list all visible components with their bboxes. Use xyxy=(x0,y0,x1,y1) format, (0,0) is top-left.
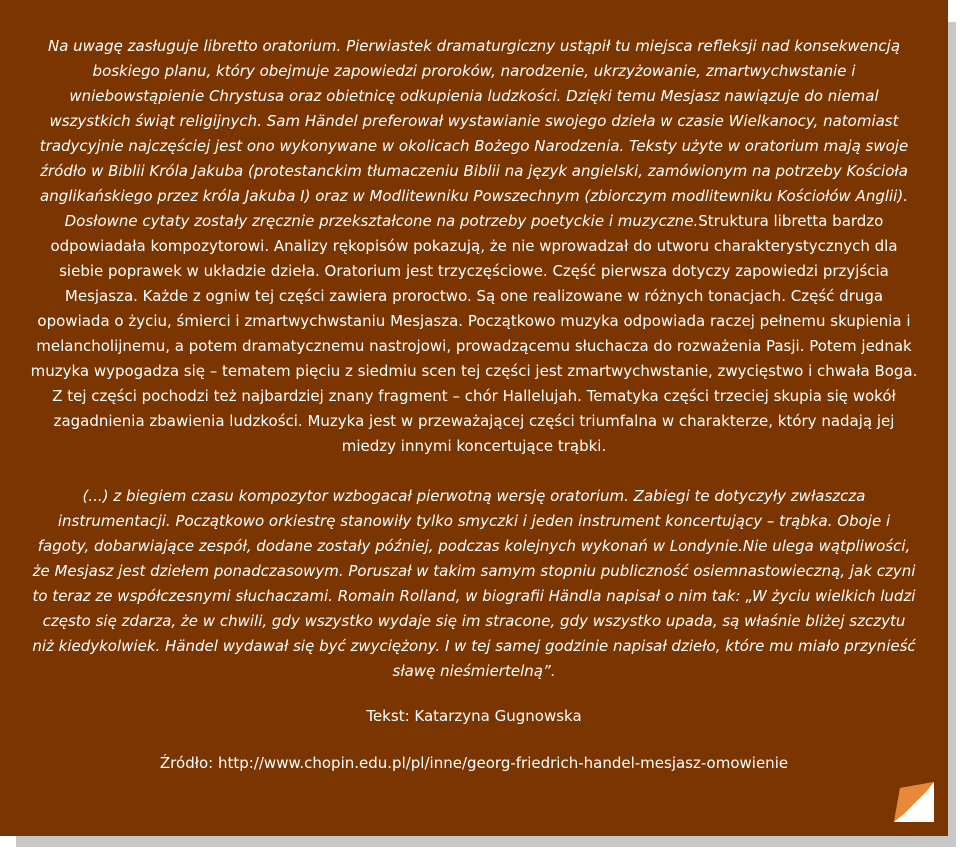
source-link[interactable]: Źródło: http://www.chopin.edu.pl/pl/inne/georg-friedrich-handel-mesjasz-omowienie xyxy=(159,754,789,772)
author-credit: Tekst: Katarzyna Gugnowska xyxy=(366,707,582,725)
page-curl-icon xyxy=(894,782,934,822)
paragraph-instrumentation: (...) z biegiem czasu kompozytor wzbogacał pierwotną wersję oratorium. Zabiegi te dotyczyły zwłaszcza instrumentacji. Początkowo orkiestrę stanowiły tylko smyczki i jeden instrument koncertujący – trąbka. Oboje i fagoty, dobarwiające zespół, dodane zostały później, podczas kolejnych wykonań w Londynie.Nie ulega wątpliwości, że Mesjasz jest dziełem ponadczasowym. Poruszał w takim samym stopniu publiczność osiemnastowieczną, jak czyni to teraz ze współczesnymi słuchaczami. Romain Rolland, w biografii Händla napisał o nim tak: „W życiu wielkich ludzi często się zdarza, że w chwili, gdy wszystko wydaje się im stracone, gdy wszystko upada, są właśnie bliżej szczytu niż kiedykolwiek. Händel wydawał się być zwyciężony. I w tej samej godzinie napisał dzieło, które mu miało przynieść sławę nieśmiertelną”. xyxy=(32,487,916,680)
paragraph-libretto-part1: Na uwagę zasługuje libretto oratorium. Pierwiastek dramaturgiczny ustąpił tu miejsca refleksji nad konsekwencją boskiego planu, który obejmuje zapowiedzi proroków, narodzenie, ukrzyżowanie, zmartwychwstanie i wniebowstąpienie Chrystusa oraz obietnicę odkupienia ludzkości. Dzięki temu Mesjasz nawiązuje do niemal wszystkich świąt religijnych. Sam Händel preferował wystawianie swojego dzieła w czasie Wielkanocy, natomiast tradycyjnie najczęściej jest ono wykonywane w okolicach Bożego Narodzenia. Teksty użyte w oratorium mają swoje źródło w Biblii Króla Jakuba (protestanckim tłumaczeniu Biblii na język angielski, zamówionym na potrzeby Kościoła anglikańskiego przez króla Jakuba I) oraz w Modlitewniku Powszechnym (zbiorczym modlitewniku Kościołów Anglii). Dosłowne cytaty zostały zręcznie przekształcone na potrzeby poetyckie i muzyczne. xyxy=(39,37,909,230)
paragraph-libretto-part2: Struktura libretta bardzo odpowiadała kompozytorowi. Analizy rękopisów pokazują, że nie wprowadzał do utworu charakterystycznych dla siebie poprawek w układzie dzieła. Oratorium jest trzyczęściowe. Część pierwsza dotyczy zapowiedzi przyjścia Mesjasza. Każde z ogniw tej części zawiera proroctwo. Są one realizowane w różnych tonacjach. Część druga opowiada o życiu, śmierci i zmartwychwstaniu Mesjasza. Początkowo muzyka odpowiada raczej pełnemu skupienia i melancholijnemu, a potem dramatycznemu nastrojowi, prowadzącemu słuchacza do rozważenia Pasji. Potem jednak muzyka wypogadza się – tematem pięciu z siedmiu scen tej części jest zmartwychwstanie, zwycięstwo i chwała Boga. Z tej części pochodzi też najbardziej znany fragment – chór Hallelujah. Tematyka części trzeciej skupia się wokół zagadnienia zbawienia ludzkości. Muzyka jest w przeważającej części triumfalna w charakterze, który nadają jej miedzy innymi koncertujące trąbki. xyxy=(30,212,918,455)
paragraph-libretto xyxy=(30,34,918,459)
